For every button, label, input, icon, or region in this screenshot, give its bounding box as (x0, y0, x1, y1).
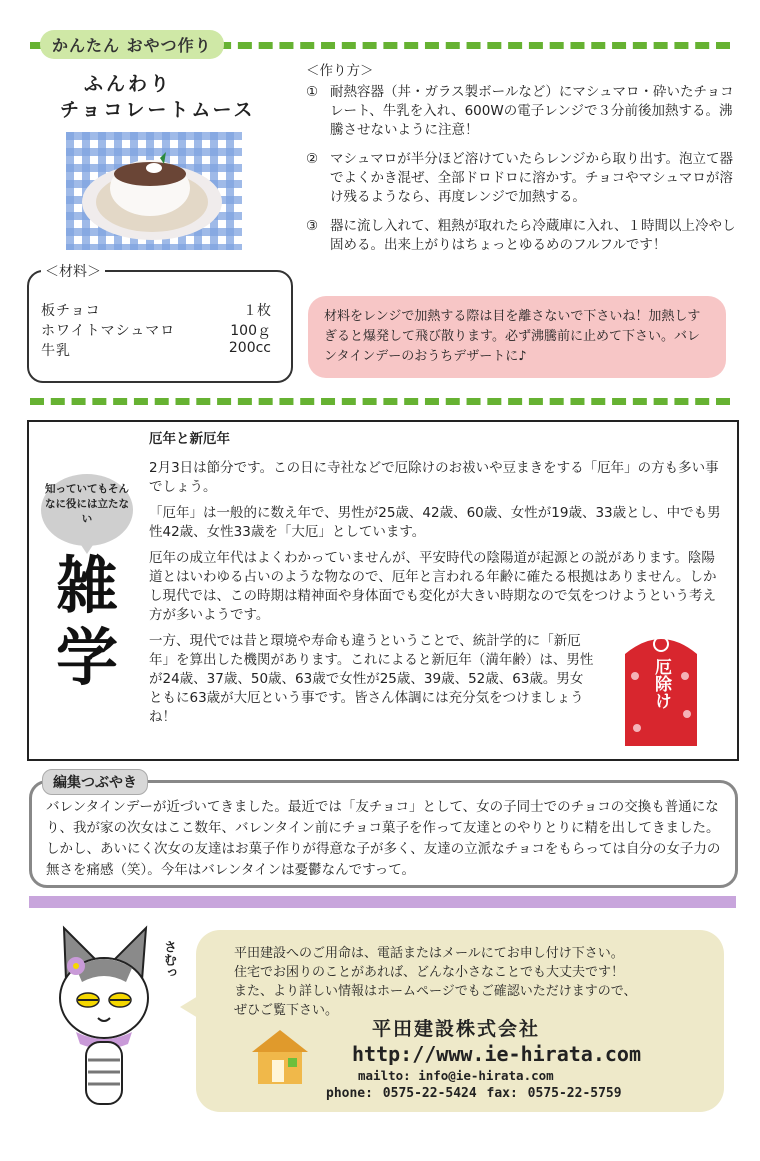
phone-fax: phone: 0575-22-5424 fax: 0575-22-5759 (326, 1086, 622, 1101)
step-text: 器に流し入れて、粗熱が取れたら冷蔵庫に入れ、１時間以上冷やし固める。出来上がりはちょっとゆるめのフルフルです！ (330, 218, 736, 253)
ingredient-item: 板チョコ (41, 303, 101, 319)
trivia-title: 厄年と新厄年 (149, 431, 230, 447)
house-logo-icon (248, 1026, 312, 1086)
ingredient-item: ホワイトマシュマロ (41, 323, 176, 339)
step-number: ① (306, 84, 319, 100)
step-item (306, 83, 736, 140)
steps-heading: ＜作り方＞ (306, 63, 374, 79)
step-item (306, 150, 736, 207)
cat-mascot (46, 920, 166, 1120)
mousse-photo (66, 132, 242, 250)
cat-caption: さむっ (161, 940, 176, 979)
steps-section (306, 62, 736, 262)
trivia-paragraph: 「厄年」は一般的に数え年で、男性が25歳、42歳、60歳、女性が19歳、33歳とし、中でも男性42歳、女性33歳を「大厄」としています。 (149, 505, 721, 540)
ingredient-qty: 100ｇ (230, 323, 271, 339)
middle-dashed-divider (30, 398, 730, 405)
editor-note-tab: 編集つぶやき (42, 769, 148, 795)
ingredients-box (27, 264, 293, 383)
amulet-icon (613, 624, 709, 754)
contact-box (196, 930, 724, 1112)
trivia-bubble: 知っていてもそんなに役には立たない (41, 474, 133, 546)
step-number: ③ (306, 218, 319, 234)
step-number: ② (306, 151, 319, 167)
email-link[interactable]: mailto: info@ie-hirata.com (358, 1068, 554, 1083)
trivia-paragraph: 2月3日は節分です。この日に寺社などで厄除けのお祓いや豆まきをする「厄年」の方も多い事でしょう。 (149, 460, 719, 495)
trivia-big-label: 雑学 (55, 549, 118, 694)
contact-line: 住宅でお困りのことがあれば、どんな小さなことでも大丈夫です！ (234, 965, 625, 980)
trivia-paragraph: 厄年の成立年代はよくわかっていませんが、平安時代の陰陽道が起源との説があります。陰陽道とはいわゆる占いのような物なので、厄年と言われる年齢に確たる根拠はありません。しかし現代では、この時期は精神面や身体面でも変化が大きい時期なので気をつけようという考え方が多いようです。 (149, 550, 717, 623)
ingredient-item: 牛乳 (41, 343, 71, 359)
contact-line: 平田建設へのご用命は、電話またはメールにてお申し付け下さい。 (234, 946, 624, 961)
trivia-box (27, 420, 739, 761)
section-title: かんたん おやつ作り (40, 30, 224, 59)
ingredient-qty: 200cc (228, 340, 271, 356)
ingredients-heading: ＜材料＞ (41, 261, 105, 281)
speech-tail (180, 996, 198, 1018)
editor-note-text: バレンタインデーが近づいてきました。最近では「友チョコ」として、女の子同士でのチョコの交換も普通になり、我が家の次女はここ数年、バレンタイン前にチョコ菓子を作って友達とのやりとりに精を出してきました。しかし、あいにく次女の友達はお菓子作りが得意な子が多く、友達の立派なチョコをもらっては自分の女子力の無さを痛感（笑）。今年はバレンタインは憂鬱なんですって。 (46, 799, 721, 878)
step-text: 耐熱容器（丼・ガラス製ボールなど）にマシュマロ・砕いたチョコレート、牛乳を入れ、600Wの電子レンジで３分前後加熱する。沸騰させないように注意！ (330, 84, 734, 138)
step-item (306, 217, 736, 255)
recipe-name-line1: ふんわり (84, 73, 173, 95)
recipe-name-line2: チョコレートムース (60, 99, 256, 121)
contact-line: また、より詳しい情報はホームページでもご確認いただけますので、 (234, 984, 637, 999)
company-name: 平田建設株式会社 (372, 1018, 541, 1040)
contact-line: ぜひご覧下さい。 (234, 1003, 339, 1018)
trivia-paragraph: 一方、現代では昔と環境や寿命も違うということで、統計学的に「新厄年」を算出した機関があります。これによると新厄年（満年齢）は、男性が24歳、37歳、50歳、63歳で女性が25歳、39歳、52歳、63歳。男女ともに63歳が大厄という事です。皆さん体調には充分気をつけましょうね！ (149, 633, 594, 725)
website-link[interactable]: http://www.ie-hirata.com (352, 1042, 641, 1066)
step-text: マシュマロが半分ほど溶けていたらレンジから取り出す。泡立て器でよくかき混ぜ、全部ドロドロに溶かす。チョコやマシュマロが溶け残るようなら、再度レンジで加熱する。 (330, 151, 733, 205)
ingredient-qty: １枚 (243, 303, 271, 319)
amulet-text: 厄除け (651, 658, 671, 709)
purple-divider (29, 896, 736, 908)
warning-note: 材料をレンジで加熱する際は目を離さないで下さいね！加熱しすぎると爆発して飛び散ります。必ず沸騰前に止めて下さい。バレンタインデーのおうちデザートに♪ (308, 296, 726, 378)
contact-message (234, 944, 636, 1020)
editor-note-box (29, 780, 738, 888)
